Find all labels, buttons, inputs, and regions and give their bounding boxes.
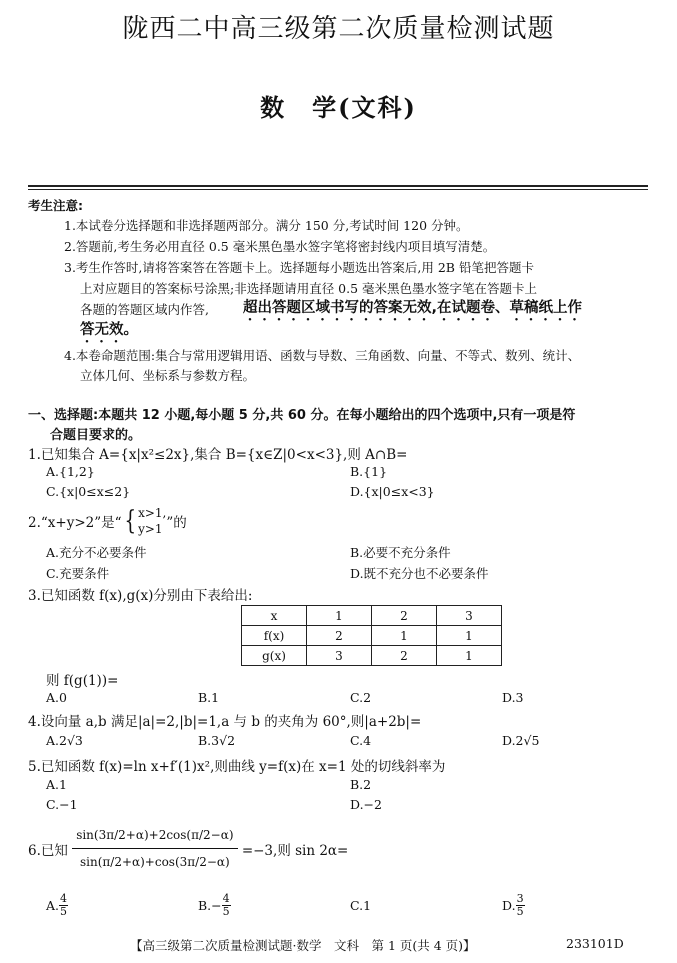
fraction-denominator: 5	[516, 905, 524, 918]
question-2-system-line-2: y>1	[138, 522, 163, 536]
fraction-numerator: 4	[222, 892, 230, 905]
question-4-option-a: A.2√3	[46, 733, 83, 748]
question-5-option-a: A.1	[46, 777, 67, 792]
table-cell: 3	[307, 646, 372, 666]
question-3-stem: 3.已知函数 f(x),g(x)分别由下表给出:	[28, 588, 253, 604]
question-5-option-d: D.−2	[350, 797, 382, 812]
question-6-numerator: sin(3π/2+α)+2cos(π/2−α)	[72, 822, 237, 849]
question-3-option-c: C.2	[350, 690, 372, 705]
table-cell: 1	[437, 626, 502, 646]
option-a-label: A.	[46, 898, 60, 913]
table-cell: 1	[437, 646, 502, 666]
table-row	[242, 646, 502, 666]
question-1-option-d: D.{x|0≤x<3}	[350, 484, 435, 499]
question-6-option-b	[198, 893, 231, 918]
question-1-option-c: C.{x|0≤x≤2}	[46, 484, 131, 499]
table-cell: 2	[372, 606, 437, 626]
table-cell: f(x)	[242, 626, 307, 646]
question-1-option-b: B.{1}	[350, 464, 388, 479]
question-2-option-d: D.既不充分也不必要条件	[350, 566, 489, 581]
function-table	[241, 605, 502, 666]
table-cell: 1	[372, 626, 437, 646]
question-6-denominator: sin(π/2+α)+cos(3π/2−α)	[80, 855, 230, 869]
question-2-pre: 2.“x+y>2”是“	[28, 515, 122, 531]
section-heading: 一、选择题:本题共 12 小题,每小题 5 分,共 60 分。在每小题给出的四个选项中,只有一项是符	[28, 408, 576, 423]
question-6-option-a	[46, 893, 68, 918]
notice-item-3-cont2: 各题的答题区域内作答,	[80, 302, 209, 317]
table-cell: 2	[307, 626, 372, 646]
table-cell: x	[242, 606, 307, 626]
notice-heading: 考生注意:	[28, 198, 83, 213]
question-3-option-a: A.0	[46, 690, 67, 705]
fraction-numerator: 4	[60, 892, 68, 905]
option-d-label: D.	[502, 898, 516, 913]
question-6-stem	[28, 822, 348, 875]
question-2-option-a: A.充分不必要条件	[46, 545, 147, 560]
fraction-denominator: 5	[60, 905, 68, 918]
paper-code: 233101D	[566, 936, 624, 951]
question-2-option-b: B.必要不充分条件	[350, 545, 451, 560]
fraction	[516, 893, 525, 918]
notice-item-3-cont: 上对应题目的答案标号涂黑;非选择题请用直径 0.5 毫米黑色墨水签字笔在答题卡上	[80, 281, 538, 296]
table-cell: g(x)	[242, 646, 307, 666]
question-5-stem: 5.已知函数 f(x)=ln x+f′(1)x²,则曲线 y=f(x)在 x=1 处的切线斜率为	[28, 759, 446, 775]
fraction	[222, 893, 231, 918]
question-2-post: ”的	[166, 515, 187, 531]
question-3-ask: 则 f(g(1))=	[46, 673, 119, 689]
divider-thick	[28, 185, 648, 187]
question-6-post: =−3,则 sin 2α=	[241, 842, 349, 859]
notice-emphasis: 超出答题区域书写的答案无效,在试题卷、草稿纸上作	[243, 300, 583, 316]
fraction-denominator: 5	[222, 905, 230, 918]
question-2-system	[138, 505, 166, 537]
question-2-stem	[28, 503, 187, 539]
question-6-fraction	[72, 822, 237, 875]
question-2-option-c: C.充要条件	[46, 566, 110, 581]
table-cell: 3	[437, 606, 502, 626]
notice-item-1: 1.本试卷分选择题和非选择题两部分。满分 150 分,考试时间 120 分钟。	[64, 218, 469, 233]
question-4-option-b: B.3√2	[198, 733, 236, 748]
fraction	[59, 893, 68, 918]
question-1-stem: 1.已知集合 A={x|x²≤2x},集合 B={x∈Z|0<x<3},则 A∩B=	[28, 447, 408, 463]
table-row	[242, 606, 502, 626]
notice-emphasis-end: 答无效。	[80, 322, 138, 338]
question-5-option-b: B.2	[350, 777, 372, 792]
question-6-option-d	[502, 893, 525, 918]
section-heading-cont: 合题目要求的。	[50, 428, 142, 443]
question-5-option-c: C.−1	[46, 797, 78, 812]
notice-item-4-cont: 立体几何、坐标系与参数方程。	[80, 368, 256, 383]
page-footer: 【高三级第二次质量检测试题·数学 文科 第 1 页(共 4 页)】	[130, 938, 476, 953]
question-3-option-d: D.3	[502, 690, 524, 705]
notice-item-3: 3.考生作答时,请将答案答在答题卡上。选择题每小题选出答案后,用 2B 铅笔把答题卡	[64, 260, 534, 275]
question-6-option-c: C.1	[350, 898, 372, 913]
brace-icon: {	[124, 506, 136, 536]
divider-thin	[28, 189, 648, 190]
notice-item-2: 2.答题前,考生务必用直径 0.5 毫米黑色墨水签字笔将密封线内项目填写清楚。	[64, 239, 496, 254]
fraction-numerator: 3	[516, 892, 524, 905]
notice-item-4: 4.本卷命题范围:集合与常用逻辑用语、函数与导数、三角函数、向量、不等式、数列、统计、	[64, 348, 581, 363]
table-row	[242, 626, 502, 646]
question-4-stem: 4.设向量 a,b 满足|a|=2,|b|=1,a 与 b 的夹角为 60°,则|a+2b|=	[28, 714, 422, 730]
table-cell: 1	[307, 606, 372, 626]
option-b-label: B.−	[198, 898, 222, 913]
question-3-option-b: B.1	[198, 690, 220, 705]
exam-subject: 数 学(文科)	[260, 93, 417, 122]
question-4-option-d: D.2√5	[502, 733, 540, 748]
question-6-pre: 6.已知	[28, 842, 68, 859]
question-4-option-c: C.4	[350, 733, 372, 748]
table-cell: 2	[372, 646, 437, 666]
question-2-system-line-1: x>1,	[138, 506, 167, 520]
question-1-option-a: A.{1,2}	[46, 464, 95, 479]
exam-title: 陇西二中高三级第二次质量检测试题	[122, 14, 555, 44]
